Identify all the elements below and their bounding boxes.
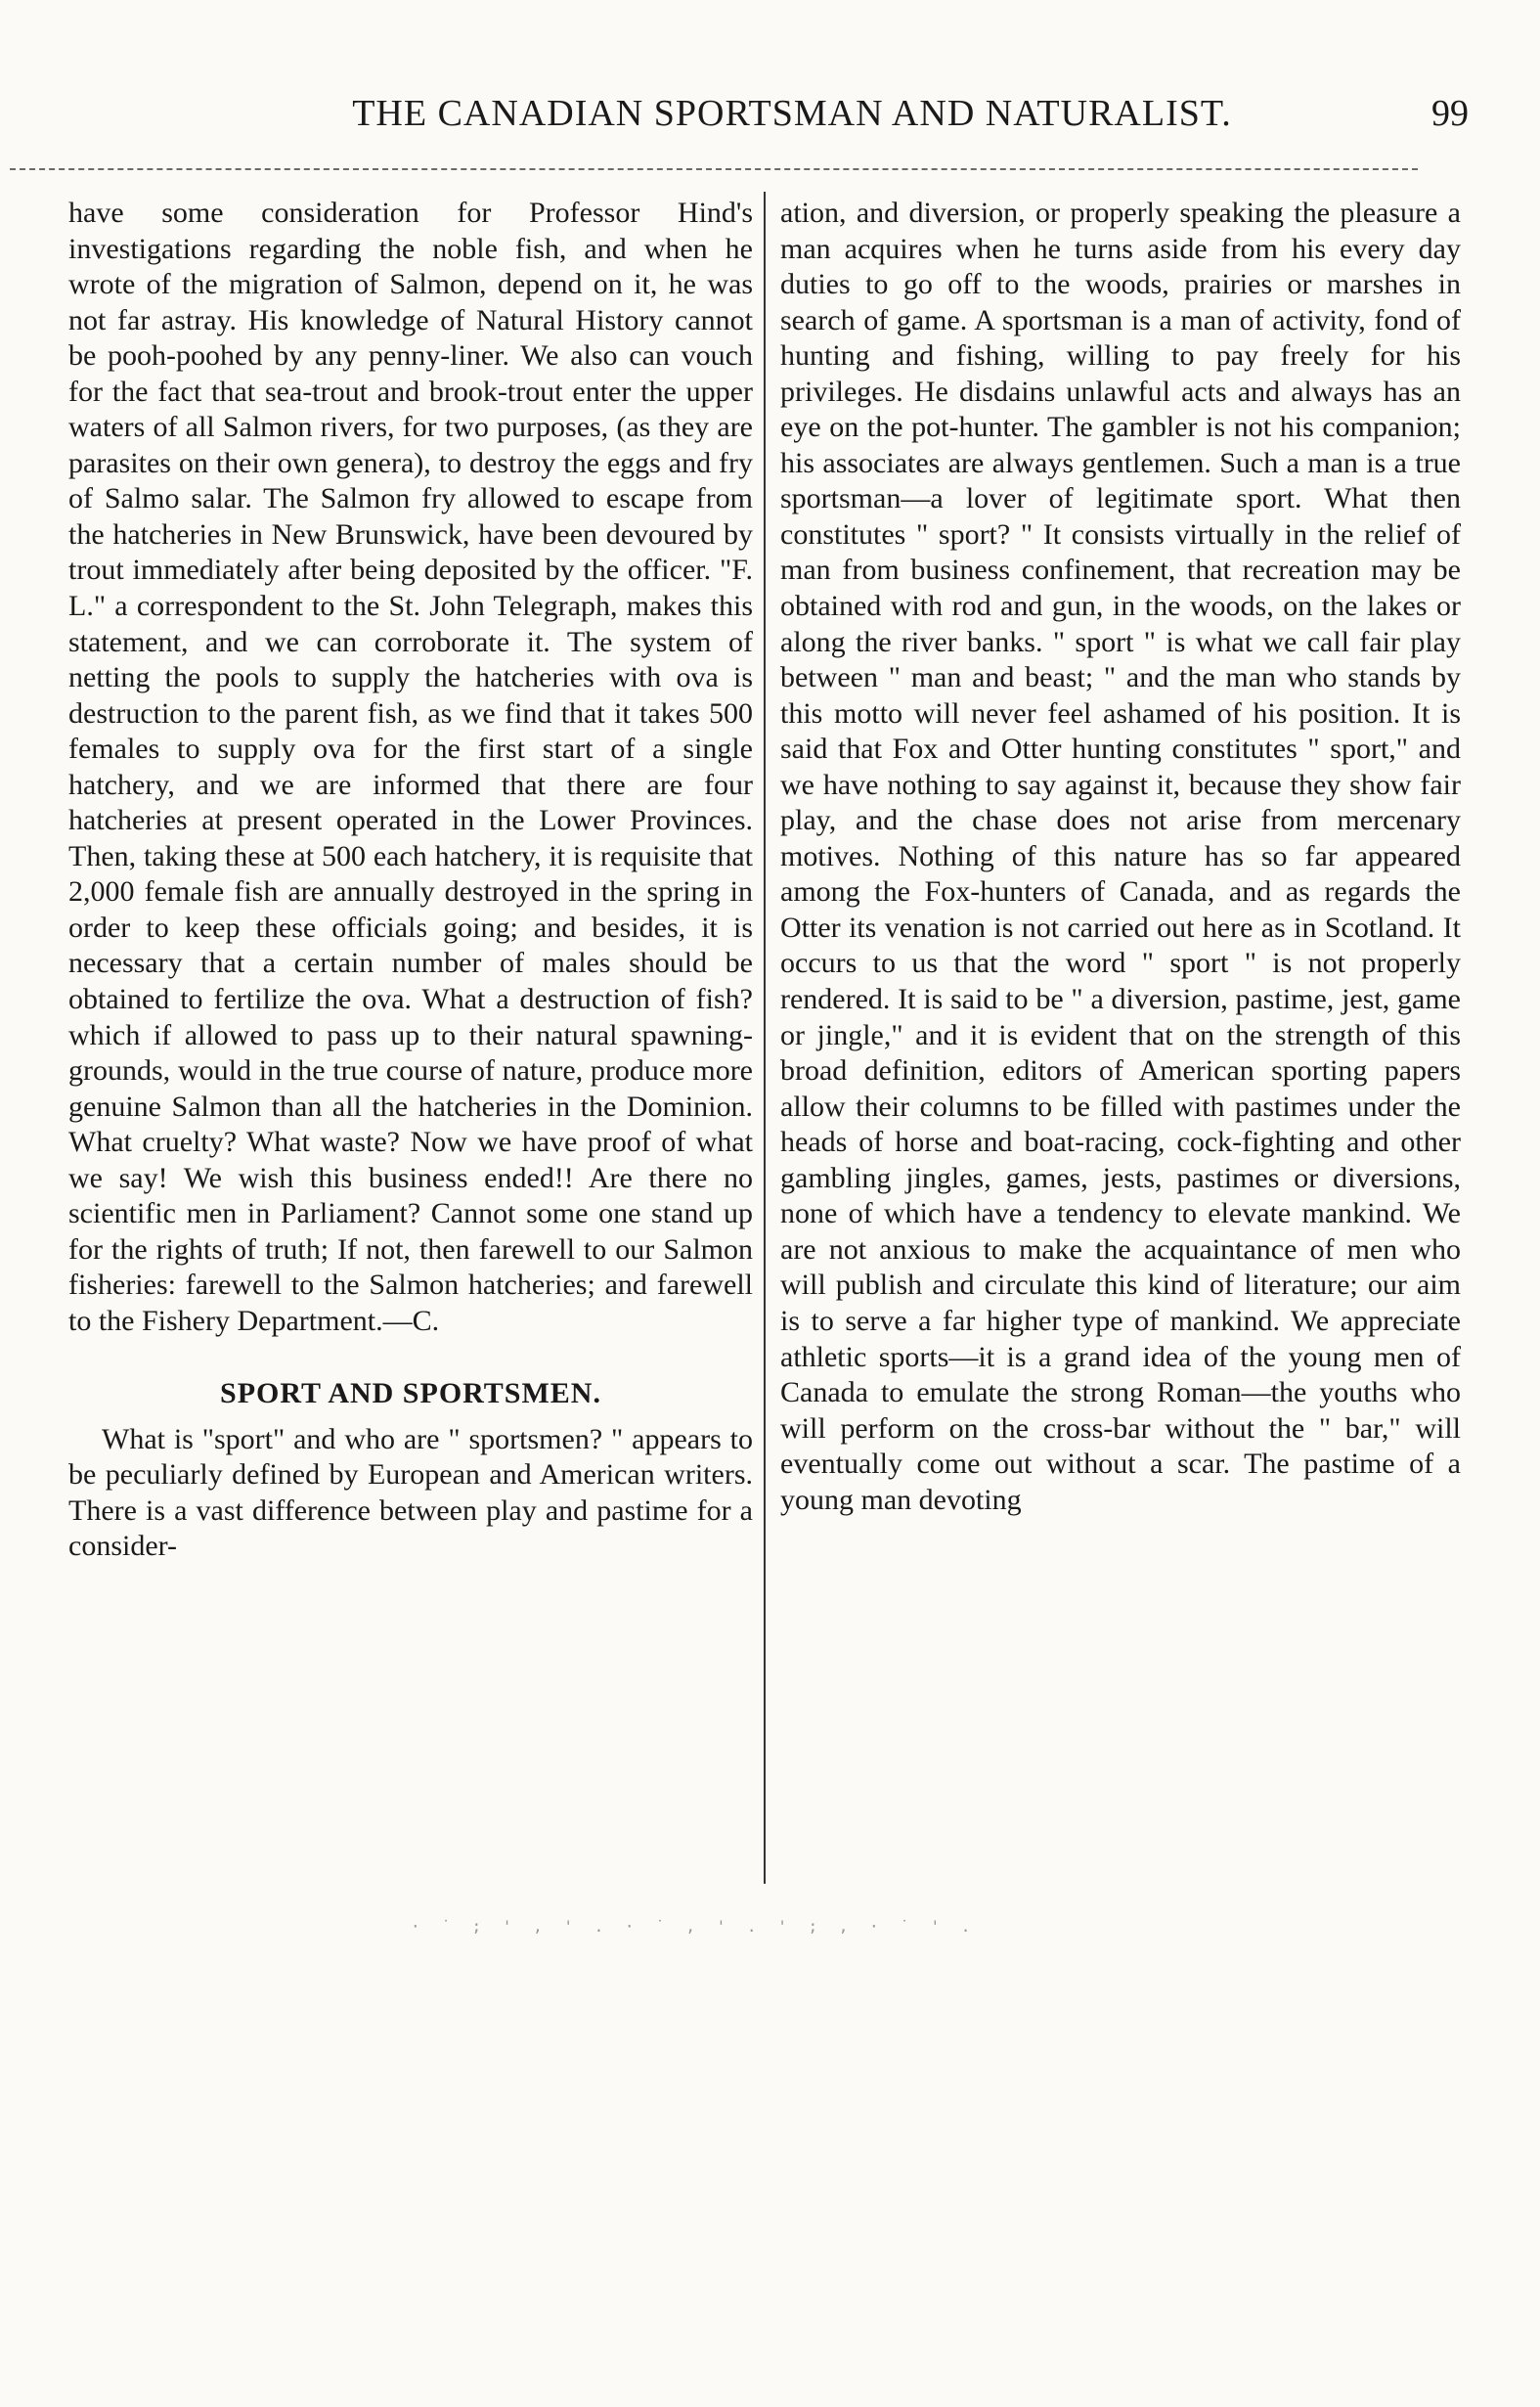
- right-column: [780, 196, 1461, 1518]
- column-divider: [764, 192, 766, 1884]
- page-header: [61, 88, 1469, 147]
- left-column: [68, 196, 753, 1565]
- right-paragraph-sport: ation, and diversion, or properly speaking the pleasure a man acquires when he turns aside from his every day duties to go off to the woods, prairies or marshes in search of game. A sportsman is a man of activity, fond of hunting and fishing, willing to pay freely for his privileges. He disdains unlawful acts and always has an eye on the pot-hunter. The gambler is not his companion; his associates are always gentlemen. Such a man is a true sportsman—a lover of legitimate sport. What then constitutes " sport? " It consists virtually in the relief of man from business confinement, that recreation may be obtained with rod and gun, in the woods, on the lakes or along the river banks. " sport " is what we call fair play between " man and beast; " and the man who stands by this motto will never feel ashamed of his position. It is said that Fox and Otter hunting constitutes " sport," and we have nothing to say against it, because they show fair play, and the chase does not arise from mercenary motives. Nothing of this nature has so far appeared among the Fox-hunters of Canada, and as regards the Otter its venation is not carried out here as in Scotland. It occurs to us that the word " sport " is not properly rendered. It is said to be " a diversion, pastime, jest, game or jingle," and it is evident that on the strength of this broad definition, editors of American sporting papers allow their columns to be filled with pastimes under the heads of horse and boat-racing, cock-fighting and other gambling jingles, games, jests, pastimes or diversions, none of which have a tendency to elevate mankind. We are not anxious to make the acquaintance of men who will publish and circulate this kind of literature; our aim is to serve a far higher type of mankind. We appreciate athletic sports—it is a grand idea of the young men of Canada to emulate the strong Roman—the youths who will perform on the cross-bar without the " bar," will eventually come out without a scar. The pastime of a young man devoting: [780, 197, 1461, 1516]
- header-rule: [10, 168, 1418, 170]
- ink-smudge-decoration: · ˙ ; ' , ' . · ˙ , ' . ' ; , · ˙ ' .: [411, 1917, 977, 1936]
- page-number: 99: [1431, 93, 1469, 134]
- section-heading: SPORT AND SPORTSMEN.: [220, 1376, 601, 1409]
- running-title: THE CANADIAN SPORTSMAN AND NATURALIST.: [352, 93, 1232, 134]
- left-paragraph-sport: What is "sport" and who are " sportsmen? " appears to be peculiarly defined by European and American writers. There is a vast difference between play and pastime for a consider-: [68, 1422, 753, 1563]
- left-paragraph-salmon: have some consideration for Professor Hind's investigations regarding the noble fish, and when he wrote of the migration of Salmon, depend on it, he was not far astray. His knowledge of Natural History cannot be pooh-poohed by any penny-liner. We also can vouch for the fact that sea-trout and brook-trout enter the upper waters of all Salmon rivers, for two purposes, (as they are parasites on their own genera), to destroy the eggs and fry of Salmo salar. The Salmon fry allowed to escape from the hatcheries in New Brunswick, have been devoured by trout immediately after being deposited by the officer. "F. L." a correspondent to the St. John Telegraph, makes this statement, and we can corroborate it. The system of netting the pools to supply the hatcheries with ova is destruction to the parent fish, as we find that it takes 500 females to supply ova for the first start of a single hatchery, and we are informed that there are four hatcheries at present operated in the Lower Provinces. Then, taking these at 500 each hatchery, it is requisite that 2,000 female fish are annually destroyed in the spring in order to keep these officials going; and besides, it is necessary that a certain number of males should be obtained to fertilize the ova. What a destruction of fish? which if allowed to pass up to their natural spawning-grounds, would in the true course of nature, produce more genuine Salmon than all the hatcheries in the Dominion. What cruelty? What waste? Now we have proof of what we say! We wish this business ended!! Are there no scientific men in Parliament? Cannot some one stand up for the rights of truth; If not, then farewell to our Salmon fisheries: farewell to the Salmon hatcheries; and farewell to the Fishery Department.—C.: [68, 197, 753, 1337]
